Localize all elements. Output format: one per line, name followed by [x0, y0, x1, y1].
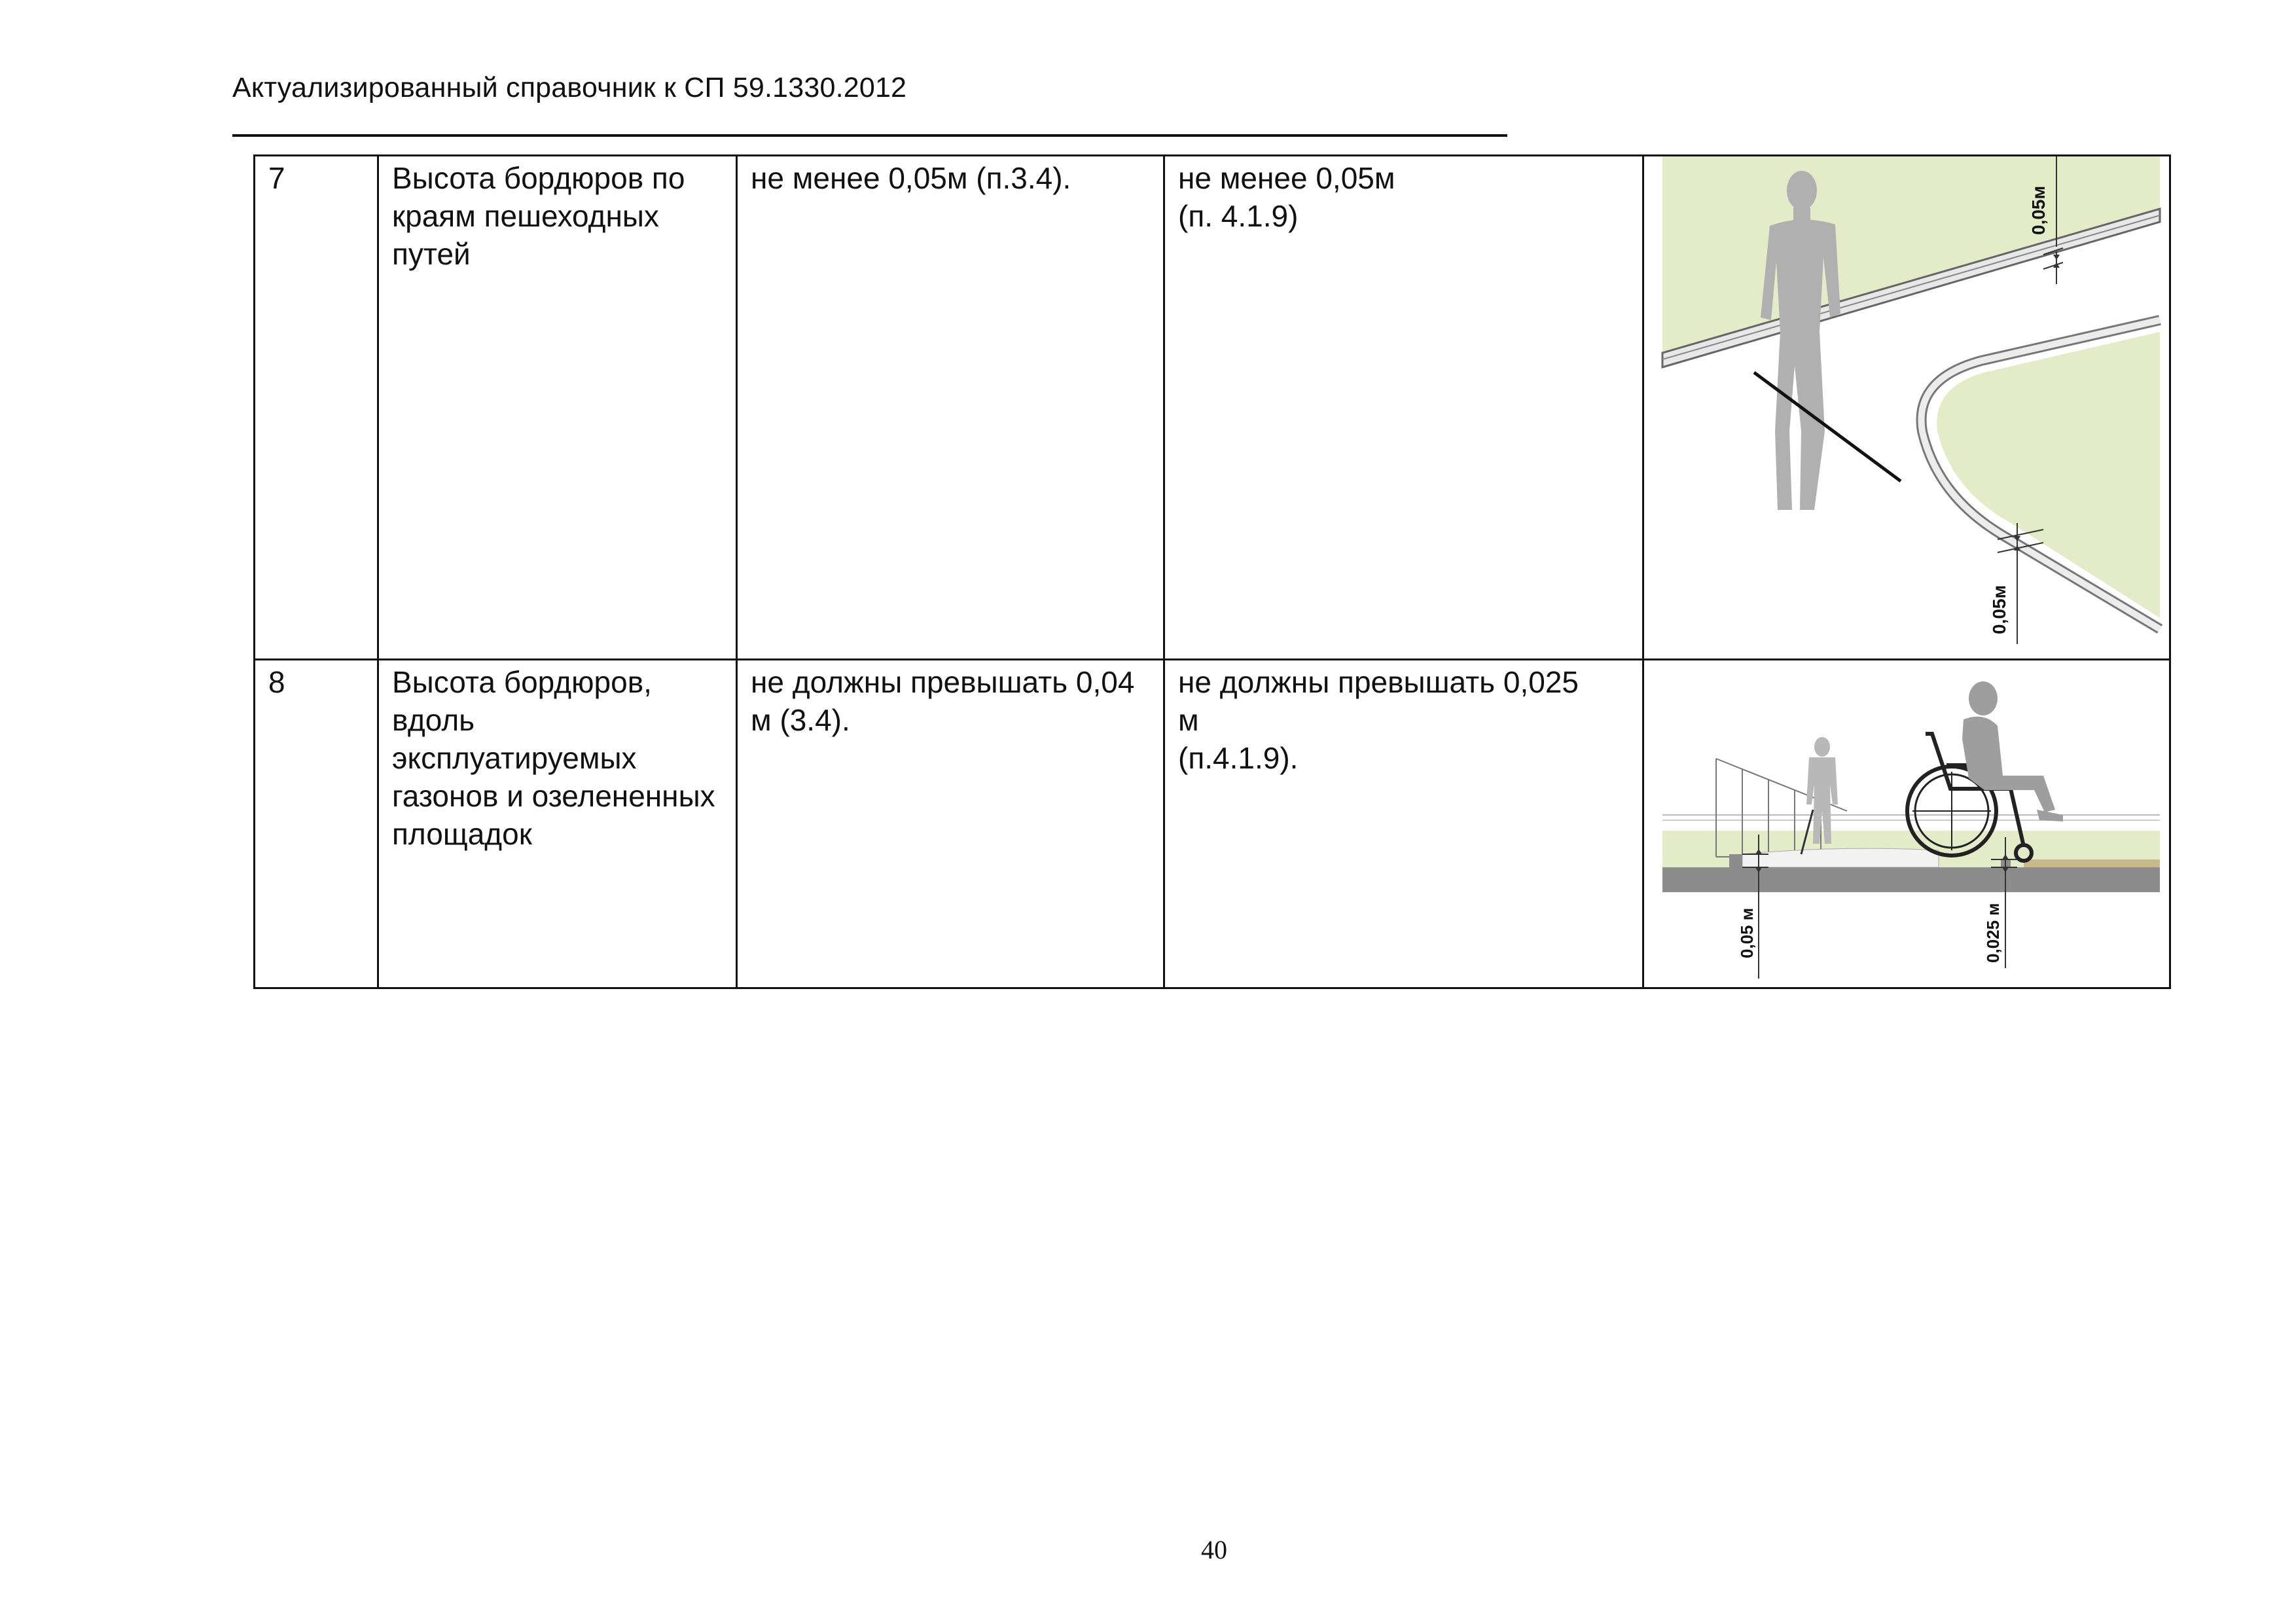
row-number: 7 [255, 156, 378, 660]
parameter-cell: Высота бордюров, вдоль эксплуатируемых газонов и озелененных площадок [378, 660, 737, 988]
illustration-cell [1643, 660, 2170, 988]
new-requirement-cell: не менее 0,05м (п. 4.1.9) [1164, 156, 1643, 660]
document-header-title: Актуализированный справочник к СП 59.1330.2012 [232, 72, 907, 103]
table-row [255, 156, 2170, 660]
table-row [255, 660, 2170, 988]
old-requirement-cell: не менее 0,05м (п.3.4). [737, 156, 1164, 660]
dim-left-label: 0,05 м [1737, 907, 1757, 958]
page-number: 40 [1201, 1535, 1227, 1564]
old-requirement-cell: не должны превышать 0,04 м (3.4). [737, 660, 1164, 988]
dim-right-label: 0,025 м [1983, 903, 2003, 963]
curb-illustration-pedestrian [1644, 156, 2170, 650]
dim-bottom-label: 0,05м [1989, 585, 2009, 634]
parameter-cell: Высота бордюров по краям пешеходных путей [378, 156, 737, 660]
header-divider [232, 134, 1507, 137]
new-requirement-cell: не должны превышать 0,025 м (п.4.1.9). [1164, 660, 1643, 988]
row-number: 8 [255, 660, 378, 988]
requirements-table [253, 154, 2171, 989]
illustration-cell [1643, 156, 2170, 660]
curb-illustration-wheelchair [1644, 660, 2170, 979]
dim-top-label: 0,05м [2028, 185, 2049, 235]
